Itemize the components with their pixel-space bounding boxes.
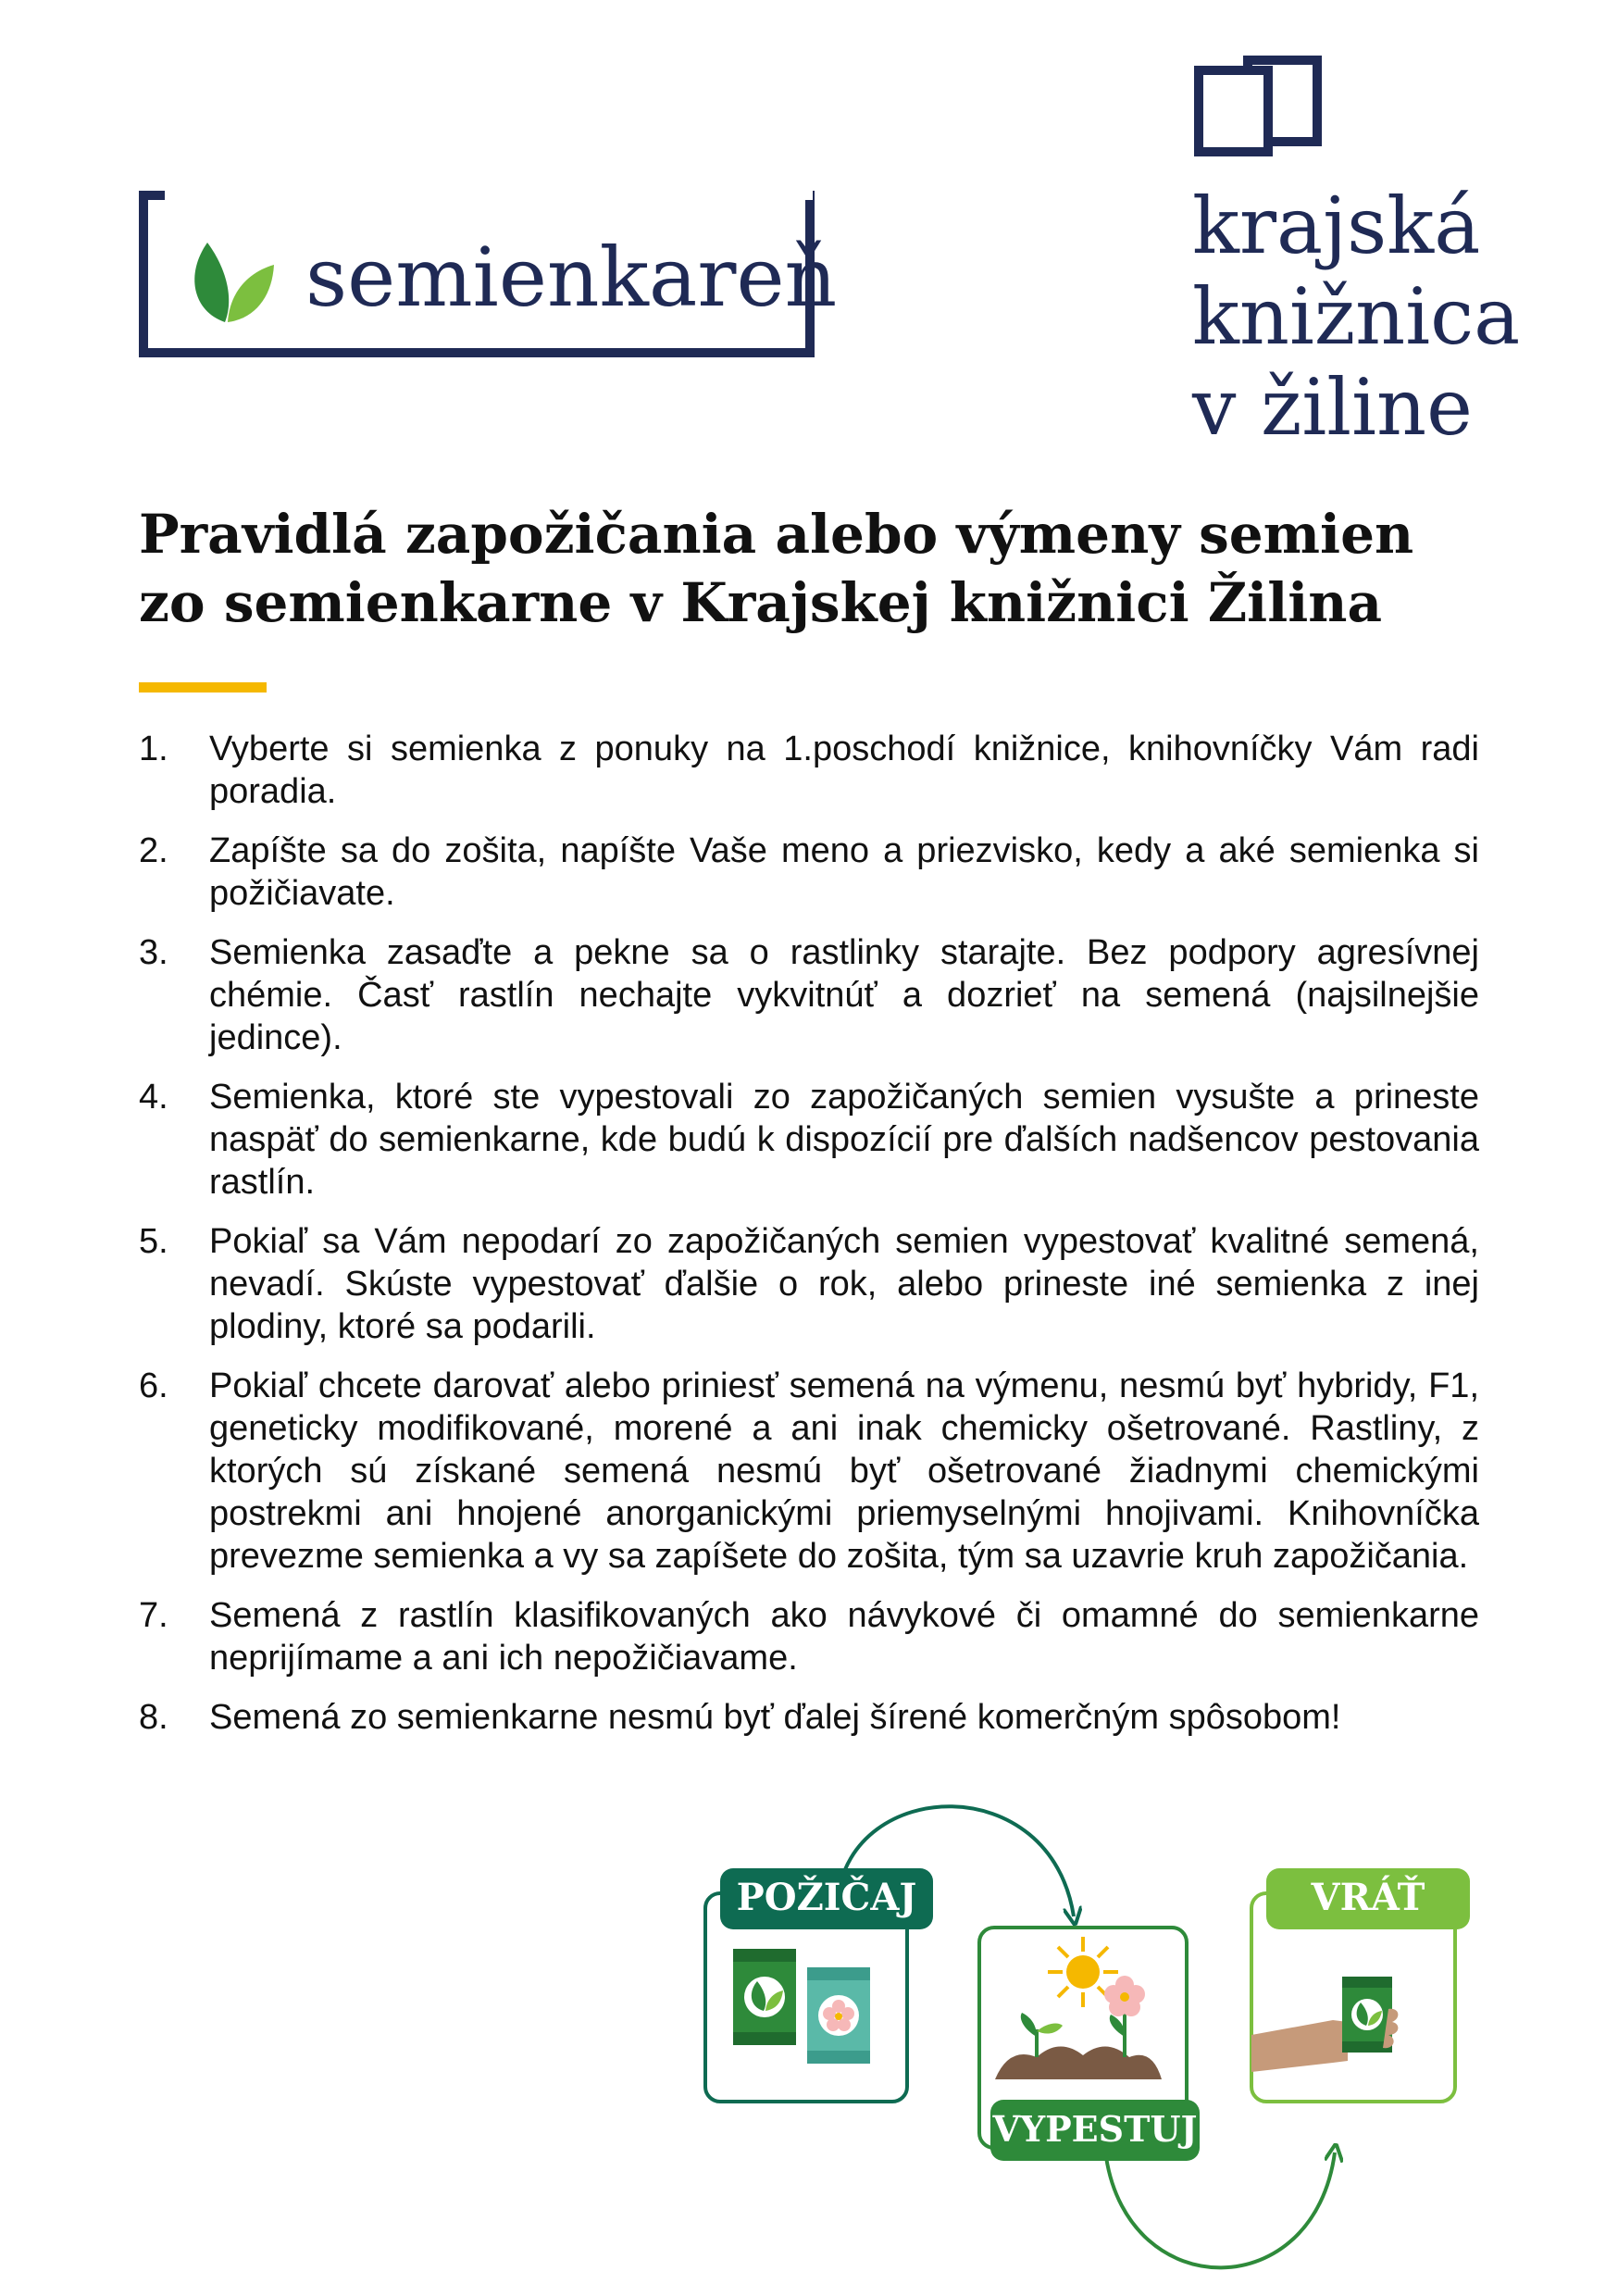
rule-number: 2. <box>139 831 168 870</box>
logo-text: semienkareň <box>305 230 838 325</box>
rule-number: 4. <box>139 1078 168 1117</box>
rule-item <box>139 1365 1479 1578</box>
rule-item <box>139 1696 1479 1739</box>
library-name-line: v žiline <box>1192 362 1473 453</box>
borrow-label: POŽIČAJ <box>736 1876 917 1919</box>
rule-text: Pokiaľ chcete darovať alebo priniesť semená na výmenu, nesmú byť hybridy, F1, geneticky modifikované, morené a ani inak chemicky ošetrované. Rastliny, z ktorých sú získané semená nesmú byť ošetrované žiadnymi chemickými postrekmi ani hnojené anorganickými priemyselnými hnojivami. Knihovníčka prevezme semienka a vy sa zapíšete do zošita, tým sa uzavrie kruh zapožičania. <box>209 1366 1479 1576</box>
rule-text: Pokiaľ sa Vám nepodarí zo zapožičaných semien vypestovať kvalitné semená, nevadí. Skúste vypestovať ďalšie o rok, alebo prineste iné semienka z inej plodiny, ktoré sa podarili. <box>209 1222 1479 1346</box>
rule-item <box>139 931 1479 1059</box>
rule-number: 3. <box>139 933 168 972</box>
rule-number: 7. <box>139 1596 168 1635</box>
return-label: VRÁŤ <box>1311 1876 1425 1919</box>
rule-item <box>139 1220 1479 1348</box>
title-accent-bar <box>139 682 267 693</box>
rule-number: 1. <box>139 730 168 768</box>
rule-number: 8. <box>139 1698 168 1737</box>
rules-list <box>139 728 1479 1755</box>
page-title <box>139 500 1481 637</box>
rule-text: Vyberte si semienka z ponuky na 1.poschodí knižnice, knihovníčky Vám radi poradia. <box>209 730 1479 811</box>
title-line: zo semienkarne v Krajskej knižnici Žilina <box>139 571 1383 634</box>
grow-label: VYPESTUJ <box>992 2108 1198 2150</box>
arrow-grow-to-return <box>1106 2152 1335 2267</box>
rule-number: 6. <box>139 1366 168 1405</box>
leaf-icon <box>183 237 276 330</box>
rule-text: Semená z rastlín klasifikovaných ako návykové či omamné do semienkarne neprijímame a ani ich nepožičiavame. <box>209 1596 1479 1678</box>
hand-with-seeds-icon <box>1251 1977 1398 2072</box>
rule-text: Semienka, ktoré ste vypestovali zo zapožičaných semien vysušte a prineste naspäť do semienkarne, kde budú k dispozícií pre ďalších nadšencov pestovania rastlín. <box>209 1078 1479 1202</box>
rule-number: 5. <box>139 1222 168 1261</box>
library-name-line: krajská <box>1192 181 1481 271</box>
borrow-grow-return-diagram <box>685 1787 1500 2287</box>
library-mark-icon <box>1194 56 1324 157</box>
title-line: Pravidlá zapožičania alebo výmeny semien <box>139 503 1414 566</box>
library-name-line: knižnica <box>1192 271 1521 362</box>
rule-item <box>139 1076 1479 1204</box>
library-name <box>1192 181 1520 453</box>
rule-item <box>139 728 1479 813</box>
rule-text: Semienka zasaďte a pekne sa o rastlinky starajte. Bez podpory agresívnej chémie. Časť rastlín nechajte vykvitnúť a dozrieť na semená (najsilnejšie jedince). <box>209 933 1479 1057</box>
rule-text: Semená zo semienkarne nesmú byť ďalej šírené komerčným spôsobom! <box>209 1698 1341 1737</box>
seed-packets-icon <box>733 1949 870 2064</box>
rule-text: Zapíšte sa do zošita, napíšte Vaše meno a priezvisko, kedy a aké semienka si požičiavate. <box>209 831 1479 913</box>
growing-plants-icon <box>995 1937 1162 2079</box>
semienkaren-logo <box>139 191 838 357</box>
rule-item <box>139 1594 1479 1679</box>
rule-item <box>139 830 1479 915</box>
